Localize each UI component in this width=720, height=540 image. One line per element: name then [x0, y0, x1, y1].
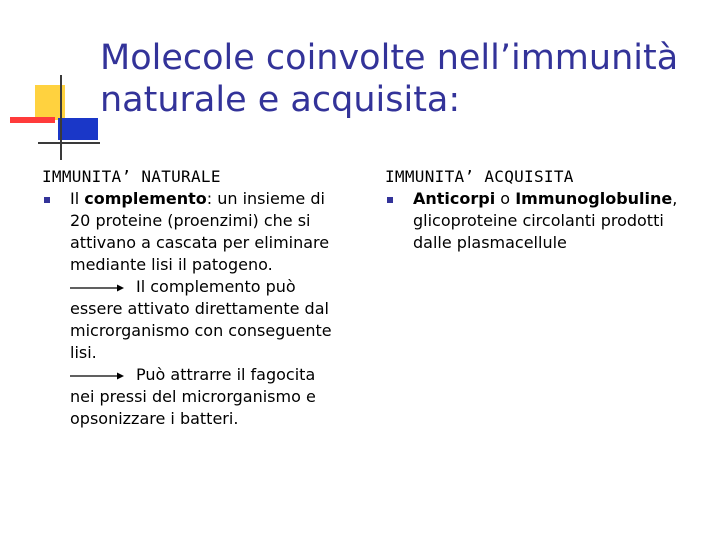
bullet-text: : un insieme di 20 proteine (proenzimi) che si attivano a cascata per eliminare mediante lisi il patogeno.	[70, 189, 330, 274]
bullet-connector: o	[495, 189, 516, 208]
logo-horizontal-line	[38, 142, 100, 144]
bullet-bold-term-2: Immunoglobuline	[515, 189, 673, 208]
bullet-item-complement	[42, 188, 342, 430]
square-bullet-icon	[44, 197, 50, 203]
bullet-text: , glicoproteine circolanti prodotti dalle plasmacellule	[413, 189, 678, 252]
slide-logo	[0, 0, 110, 170]
title-line-1: Molecole coinvolte nell’immunità	[100, 38, 679, 78]
heading-natural-immunity: IMMUNITA’ NATURALE	[42, 167, 221, 186]
column-acquired-immunity	[385, 166, 695, 254]
logo-blue-block	[58, 118, 98, 140]
square-bullet-icon	[387, 197, 393, 203]
bullet-bold-term-1: Anticorpi	[413, 189, 496, 208]
bullet-prefix: Il	[70, 189, 85, 208]
note-text: Il complemento può essere attivato direttamente dal microrganismo con conseguente lisi.	[70, 277, 332, 362]
bullet-item-antibodies	[385, 188, 695, 254]
arrow-right-icon	[70, 283, 124, 293]
title-line-2: naturale e acquisita:	[100, 80, 461, 120]
logo-vertical-line	[60, 75, 62, 160]
heading-acquired-immunity: IMMUNITA’ ACQUISITA	[385, 167, 574, 186]
slide-title	[100, 37, 700, 121]
note-item	[70, 276, 342, 364]
note-item	[70, 364, 342, 430]
logo-red-bar	[10, 117, 55, 123]
note-text: Può attrarre il fagocita nei pressi del microrganismo e opsonizzare i batteri.	[70, 365, 316, 428]
arrow-right-icon	[70, 371, 124, 381]
column-natural-immunity	[42, 166, 342, 430]
bullet-bold-term: complemento	[84, 189, 207, 208]
